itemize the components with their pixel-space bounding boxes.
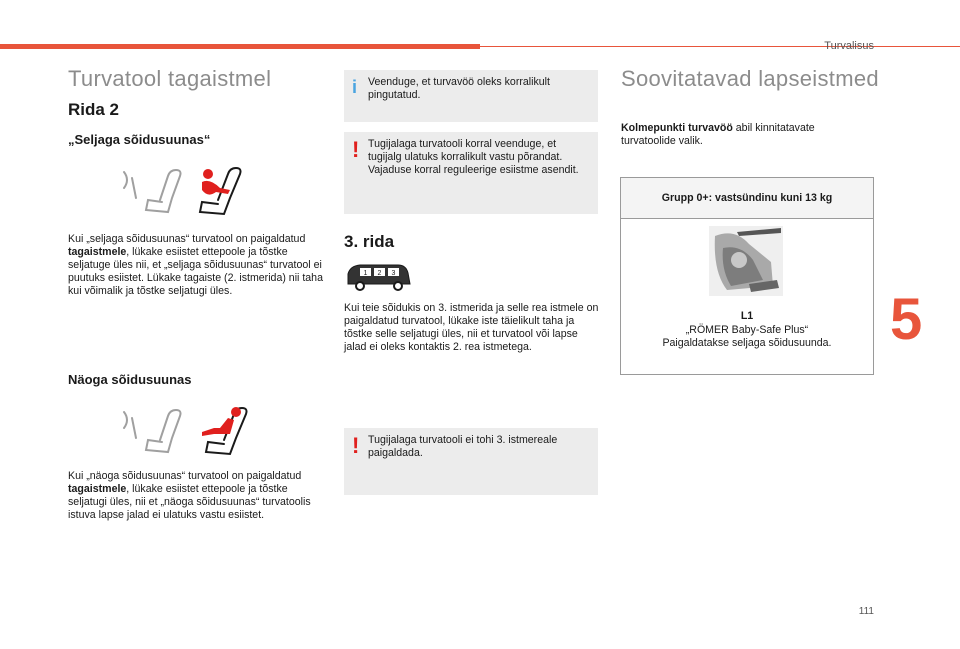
baby-seat-image bbox=[709, 226, 783, 296]
car-seat-label-2: 2 bbox=[377, 270, 382, 277]
car-seat-label-1: 1 bbox=[363, 270, 368, 277]
warning-note-text-2: Tugijalaga turvatooli ei tohi 3. istmereale paigaldada. bbox=[368, 434, 558, 459]
rear-facing-text-bold: tagaistmele bbox=[68, 246, 127, 258]
section-name: Turvalisus bbox=[824, 40, 874, 52]
rear-facing-text bbox=[68, 233, 323, 298]
warning-icon: ! bbox=[352, 137, 360, 162]
right-intro-bold: Kolmepunkti turvavöö bbox=[621, 122, 733, 134]
info-note-box bbox=[344, 70, 598, 122]
forward-facing-text-bold: tagaistmele bbox=[68, 483, 127, 495]
seat-rear-facing-icon bbox=[118, 164, 268, 220]
rear-facing-heading: „Seljaga sõidusuunas“ bbox=[68, 132, 211, 147]
info-note-text: Veenduge, et turvavöö oleks korralikult pingutatud. bbox=[368, 76, 550, 101]
right-intro bbox=[621, 122, 871, 148]
forward-facing-text-1: Kui „näoga sõidusuunas“ turvatool on paigaldatud bbox=[68, 470, 302, 482]
right-title: Soovitatavad lapseistmed bbox=[621, 66, 879, 91]
seat-name: „RÖMER Baby-Safe Plus“ bbox=[685, 324, 809, 336]
header-rule bbox=[480, 46, 960, 47]
row3-heading: 3. rida bbox=[344, 232, 395, 251]
warning-note-box-2 bbox=[344, 428, 598, 495]
warning-note-text-1: Tugijalaga turvatooli korral veenduge, et tugijalg ulatuks korralikult vastu põrandat. Vajaduse korral reguleerige esiistme asendit. bbox=[368, 138, 579, 176]
rear-facing-text-2: , lükake esiistet ettepoole ja tõstke seljatuge üles nii, et „seljaga sõidusuunas“ turvatool ei puutuks esiistet. Lükake tagaiste (2. istmerida) nii taha kui võimalik ja tõstke seljatugi üles. bbox=[68, 246, 323, 297]
warning-icon: ! bbox=[352, 433, 360, 458]
child-seat-table bbox=[620, 177, 874, 375]
minivan-icon bbox=[344, 262, 412, 292]
table-header: Grupp 0+: vastsündinu kuni 13 kg bbox=[621, 178, 873, 219]
seat-forward-facing-icon bbox=[118, 404, 268, 460]
rear-facing-text-1: Kui „seljaga sõidusuunas“ turvatool on paigaldatud bbox=[68, 233, 306, 245]
left-title: Turvatool tagaistmel bbox=[68, 66, 272, 91]
row2-heading: Rida 2 bbox=[68, 100, 120, 119]
info-icon: i bbox=[352, 77, 358, 97]
chapter-number: 5 bbox=[890, 287, 923, 352]
page-number: 111 bbox=[858, 606, 874, 617]
forward-facing-heading: Näoga sõidusuunas bbox=[68, 372, 192, 387]
row3-text: Kui teie sõidukis on 3. istmerida ja selle rea istmele on paigaldatud turvatool, lükake iste täielikult taha ja tõstke selle seljatugi üles, nii et turvatool või lapse jalad ei oleks kontaktis 2. rea istmetega. bbox=[344, 302, 599, 353]
seat-code: L1 bbox=[740, 310, 754, 322]
forward-facing-text-2: , lükake esiistet ettepoole ja tõstke seljatugi üles, nii et „näoga sõidusuunas“ turvatoolis istuva lapse jalad ei ulatuks vastu esiistet. bbox=[68, 483, 311, 521]
seat-note: Paigaldatakse seljaga sõidusuunda. bbox=[662, 337, 832, 349]
car-seat-label-3: 3 bbox=[391, 270, 396, 277]
forward-facing-text bbox=[68, 470, 323, 522]
warning-note-box-1 bbox=[344, 132, 598, 214]
right-intro-rest: abil kinnitatavate turvatoolide valik. bbox=[621, 122, 815, 147]
header-accent-bar bbox=[0, 44, 480, 49]
